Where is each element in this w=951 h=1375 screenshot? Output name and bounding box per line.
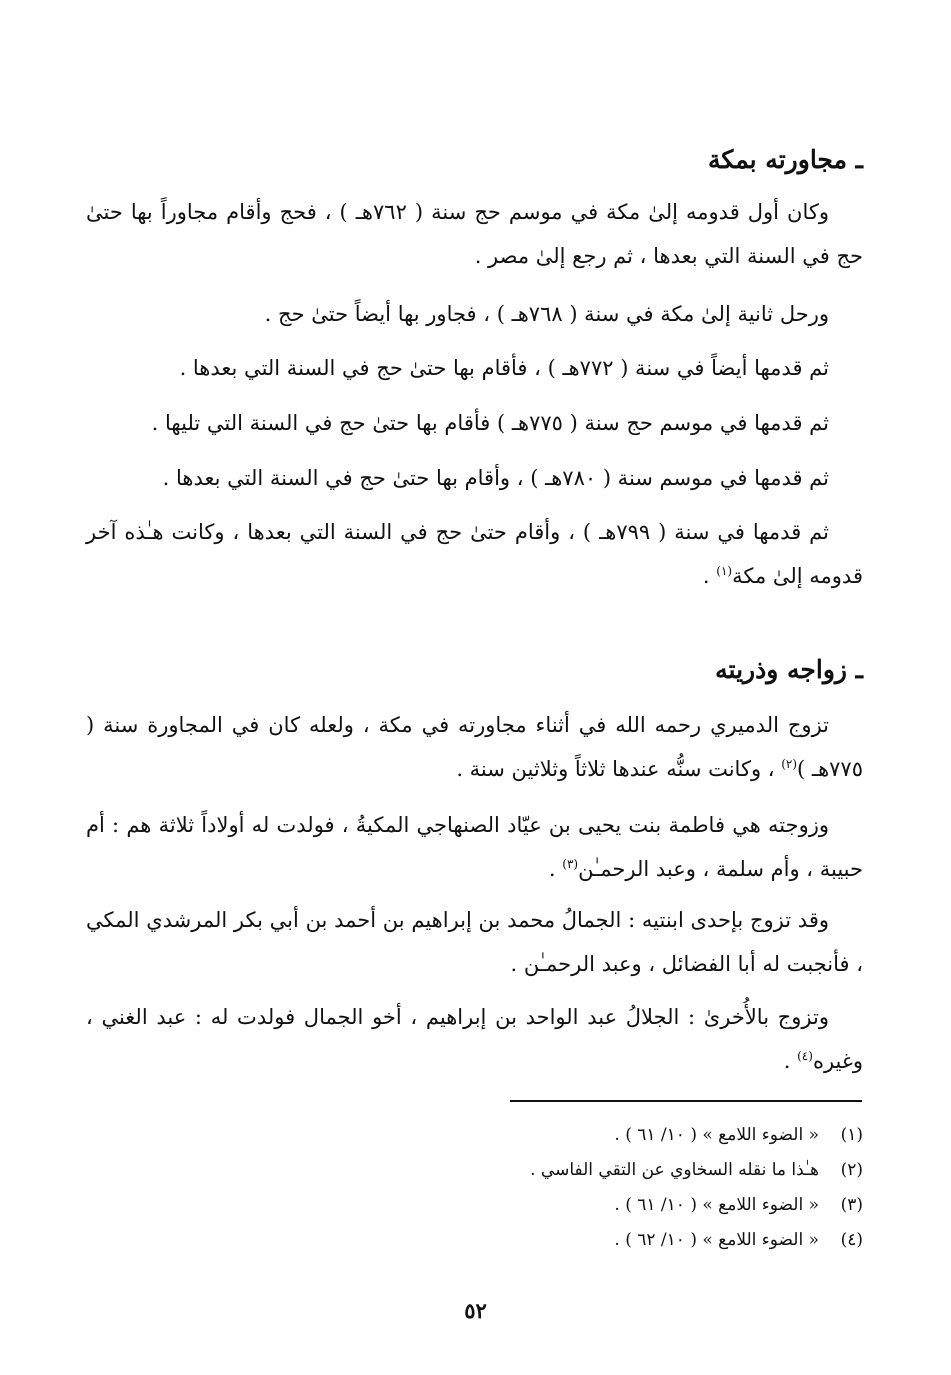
paragraph: وتزوج بالأُخرىٰ : الجلالُ عبد الواحد بن إبراهيم ، أخو الجمال فولدت له : عبد الغني ، وغيره$^{(٤)}$ . bbox=[86, 1005, 863, 1073]
footnote: (١)« الضوء اللامع » ( ١٠/ ٦١ ) . bbox=[120, 1118, 863, 1153]
footnote-number: (٢) bbox=[840, 1160, 863, 1180]
paragraph: ثم قدمها أيضاً في سنة ( ٧٧٢هـ ) ، فأقام بها حتىٰ حج في السنة التي بعدها . bbox=[179, 356, 829, 380]
footnote-separator bbox=[510, 1100, 862, 1102]
footnotes-list bbox=[120, 1118, 863, 1258]
footnote-ref: (٢) bbox=[781, 757, 798, 771]
paragraph: وقد تزوج بإحدى ابنتيه : الجمالُ محمد بن إبراهيم بن أحمد بن أبي بكر المرشدي المكي ، فأنجبت له أبا الفضائل ، وعبد الرحمـٰن . bbox=[86, 908, 863, 976]
footnote-number: (١) bbox=[840, 1125, 863, 1145]
page-number: ٥٢ bbox=[464, 1298, 487, 1323]
footnote-ref: (١) bbox=[716, 564, 733, 578]
footnote-number: (٣) bbox=[840, 1195, 863, 1215]
footnote-ref: (٤) bbox=[797, 1049, 813, 1063]
paragraph: وزوجته هي فاطمة بنت يحيى بن عيّاد الصنهاجي المكيةُ ، فولدت له أولاداً ثلاثة هم : أم حبيبة ، وأم سلمة ، وعبد الرحمـٰن$^{(٣)}$ . bbox=[86, 813, 863, 881]
footnote: (٤)« الضوء اللامع » ( ١٠/ ٦٢ ) . bbox=[120, 1223, 863, 1258]
section-heading-marriage: ـ زواجه وذريته bbox=[715, 655, 863, 684]
section-heading-mujawara: ـ مجاورته بمكة bbox=[707, 145, 863, 174]
paragraph: ورحل ثانية إلىٰ مكة في سنة ( ٧٦٨هـ ) ، فجاور بها أيضاً حتىٰ حج . bbox=[264, 302, 829, 326]
paragraph: ثم قدمها في سنة ( ٧٩٩هـ ) ، وأقام حتىٰ حج في السنة التي بعدها ، وكانت هـٰذه آخر قدومه إلىٰ مكة$^{(١)}$ . bbox=[86, 520, 863, 588]
paragraph: وكان أول قدومه إلىٰ مكة في موسم حج سنة ( ٧٦٢هـ ) ، فحج وأقام مجاوراً بها حتىٰ حج في السنة التي بعدها ، ثم رجع إلىٰ مصر . bbox=[86, 200, 863, 268]
paragraph: ثم قدمها في موسم سنة ( ٧٨٠هـ ) ، وأقام بها حتىٰ حج في السنة التي بعدها . bbox=[162, 466, 829, 490]
footnote-ref: (٣) bbox=[562, 857, 579, 871]
footnote-number: (٤) bbox=[840, 1230, 863, 1250]
footnote: (٣)« الضوء اللامع » ( ١٠/ ٦١ ) . bbox=[120, 1188, 863, 1223]
paragraph: تزوج الدميري رحمه الله في أثناء مجاورته في مكة ، ولعله كان في المجاورة سنة ( ٧٧٥هـ )$^{(٢)}$ ، وكانت سنُّه عندها ثلاثاً وثلاثين سنة . bbox=[86, 713, 863, 781]
footnote: (٢)هـٰذا ما نقله السخاوي عن التقي الفاسي . bbox=[120, 1153, 863, 1188]
paragraph: ثم قدمها في موسم حج سنة ( ٧٧٥هـ ) فأقام بها حتىٰ حج في السنة التي تليها . bbox=[151, 411, 829, 435]
